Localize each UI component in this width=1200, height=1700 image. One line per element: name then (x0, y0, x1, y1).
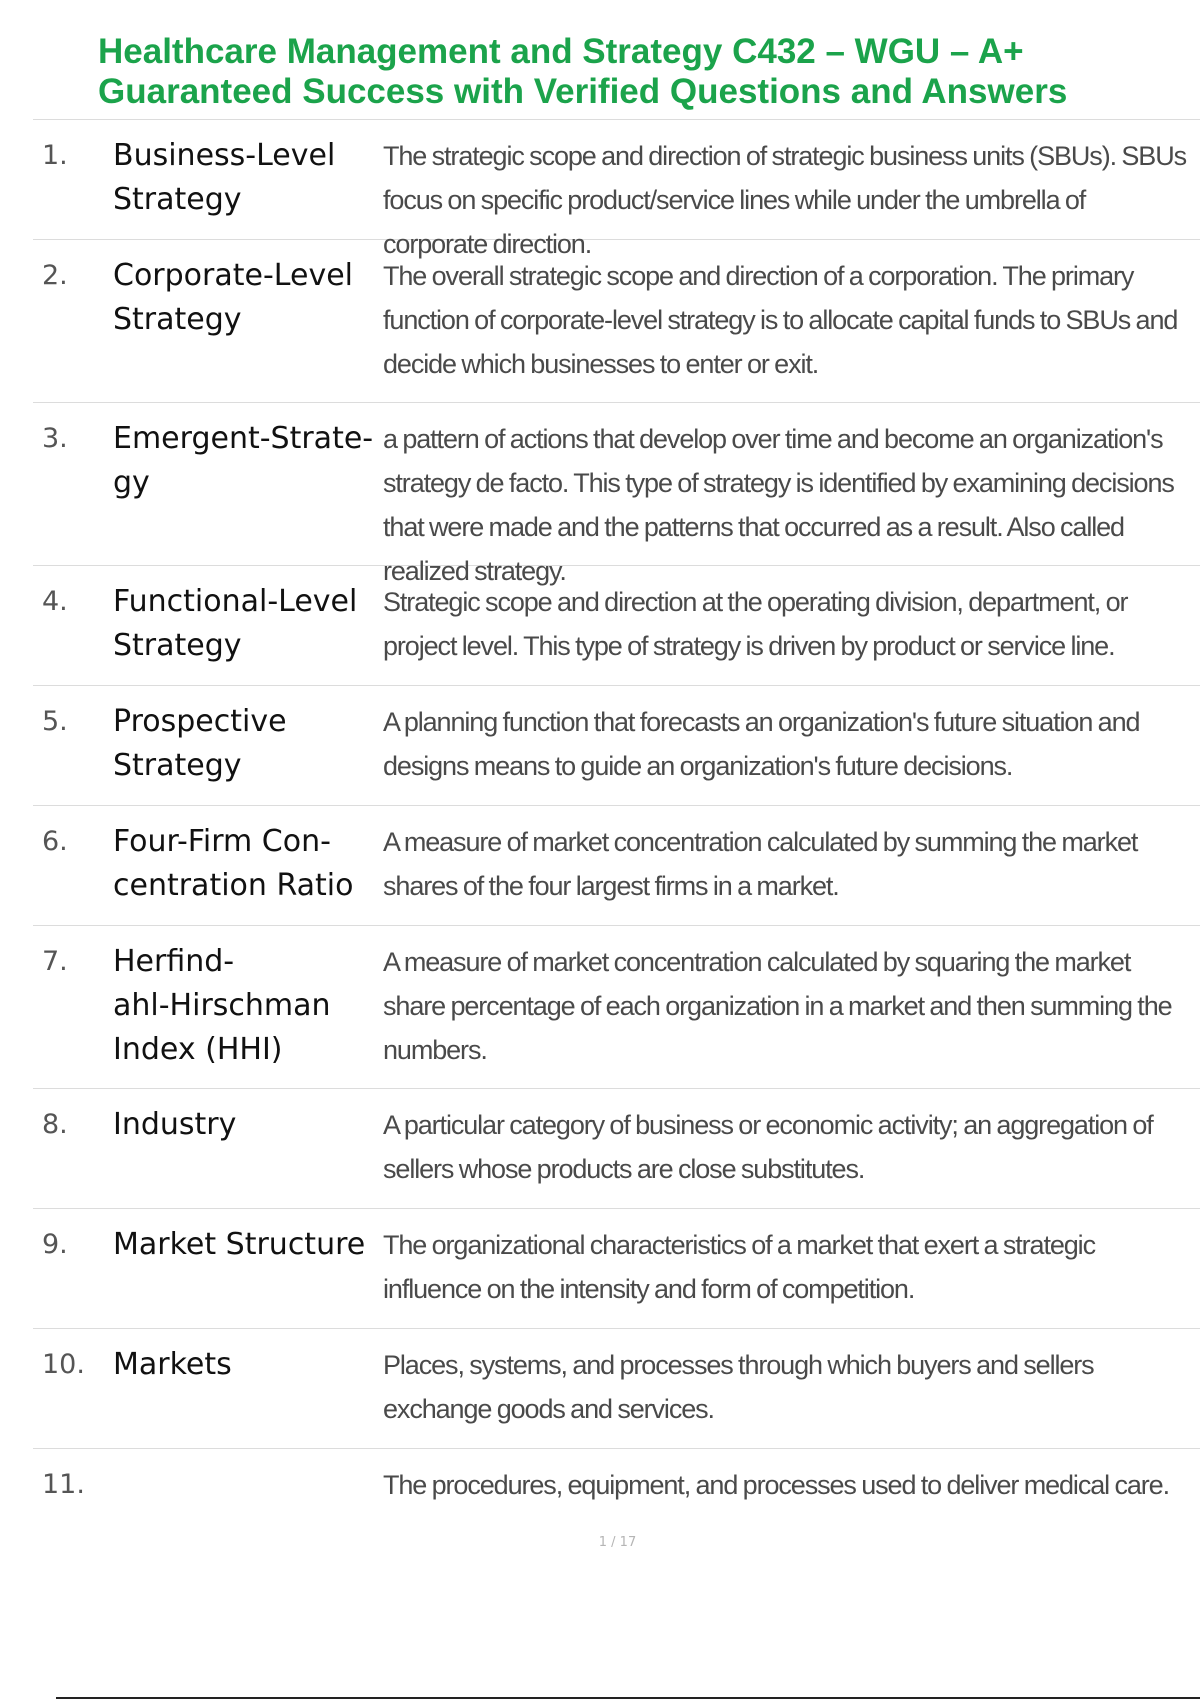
term-name-line: Strategy (113, 182, 242, 217)
term-name (113, 580, 383, 668)
term-name-line: Industry (113, 1107, 237, 1142)
term-definition: The procedures, equipment, and processes used to deliver medical care. (383, 1470, 1169, 1500)
term-row (33, 806, 1200, 926)
term-name-line: Four-Firm Con- (113, 824, 331, 859)
term-number: 8. (42, 1109, 68, 1140)
term-number: 4. (42, 586, 68, 617)
title-line-1: Healthcare Management and Strategy C432 – WGU – A+ (98, 32, 1024, 71)
term-name-line: Index (HHI) (113, 1032, 283, 1067)
term-number: 7. (42, 946, 68, 977)
term-name (113, 134, 383, 222)
term-name-line: gy (113, 465, 150, 500)
term-name (113, 254, 383, 342)
term-name (113, 417, 383, 505)
page-indicator: 1 / 17 (598, 1535, 637, 1550)
term-name (113, 1223, 383, 1267)
term-row (33, 686, 1200, 806)
term-name (113, 820, 383, 908)
term-row (33, 1449, 1200, 1529)
term-number: 1. (42, 140, 68, 171)
term-definition: A measure of market concentration calculated by squaring the market share percentage of each organization in a market and then summing the numbers. (383, 947, 1172, 1065)
term-row (33, 1089, 1200, 1209)
term-row (33, 1209, 1200, 1329)
term-name-line: Market Structure (113, 1227, 366, 1262)
term-name-line: Functional-Level (113, 584, 358, 619)
term-definition: Places, systems, and processes through which buyers and sellers exchange goods and services. (383, 1350, 1094, 1424)
term-number: 9. (42, 1229, 68, 1260)
term-name-line: Herfind- (113, 944, 235, 979)
term-number: 5. (42, 706, 68, 737)
term-name (113, 940, 383, 1072)
term-name-line: Prospective (113, 704, 287, 739)
term-name-line: Business-Level (113, 138, 336, 173)
term-definition: Strategic scope and direction at the operating division, department, or project level. This type of strategy is driven by product or service line. (383, 587, 1128, 661)
term-row (33, 566, 1200, 686)
term-number: 10. (42, 1349, 85, 1380)
term-definition: The strategic scope and direction of strategic business units (SBUs). SBUs focus on specific product/service lines while under the umbrella of corporate direction. (383, 141, 1187, 259)
term-number: 3. (42, 423, 68, 454)
term-name-line: ahl-Hirschman (113, 988, 331, 1023)
footer-divider (56, 1697, 1200, 1699)
term-definition: A measure of market concentration calculated by summing the market shares of the four largest firms in a market. (383, 827, 1138, 901)
term-row (33, 240, 1200, 403)
term-name-line: Corporate-Level (113, 258, 353, 293)
term-row (33, 926, 1200, 1089)
term-definition: The overall strategic scope and direction of a corporation. The primary function of corporate-level strategy is to allocate capital funds to SBUs and decide which businesses to enter or exit. (383, 261, 1178, 379)
term-number: 6. (42, 826, 68, 857)
term-name (113, 1103, 383, 1147)
term-row (33, 120, 1200, 259)
term-name-line: Markets (113, 1347, 232, 1382)
term-name (113, 700, 383, 788)
term-definition: The organizational characteristics of a market that exert a strategic influence on the intensity and form of competition. (383, 1230, 1095, 1304)
term-name-line: Emergent-Strate- (113, 421, 374, 456)
term-name-line: centration Ratio (113, 868, 354, 903)
term-number: 2. (42, 260, 68, 291)
term-definition: A planning function that forecasts an organization's future situation and designs means to guide an organization's future decisions. (383, 707, 1140, 781)
term-definition: A particular category of business or economic activity; an aggregation of sellers whose products are close substitutes. (383, 1110, 1153, 1184)
term-row (33, 403, 1200, 586)
term-name (113, 1343, 383, 1387)
title-line-2: Guaranteed Success with Verified Questions and Answers (98, 72, 1068, 111)
term-definition: a pattern of actions that develop over time and become an organization's strategy de facto. This type of strategy is identified by examining decisions that were made and the patterns that occurred as a result. Also called realized strategy. (383, 424, 1174, 586)
document-title (98, 32, 1178, 112)
term-name-line: Strategy (113, 748, 242, 783)
terms-list (33, 119, 1200, 1529)
term-name-line: Strategy (113, 302, 242, 337)
term-number: 11. (42, 1469, 85, 1500)
term-row (33, 1329, 1200, 1449)
term-name-line: Strategy (113, 628, 242, 663)
